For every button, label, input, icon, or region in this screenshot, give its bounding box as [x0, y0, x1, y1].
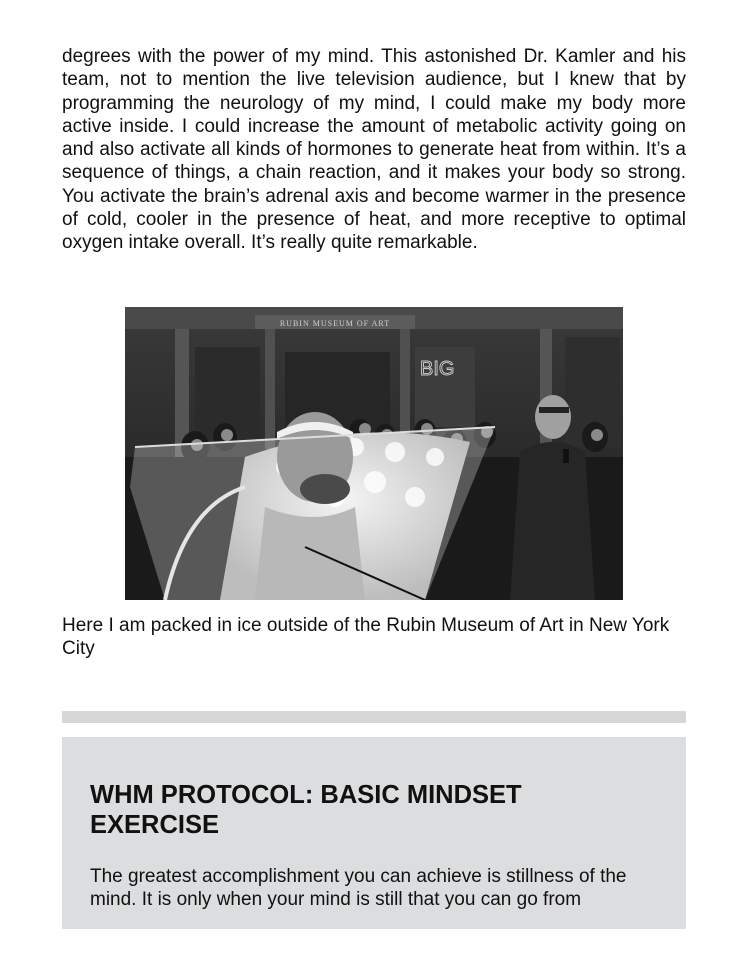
- protocol-title: [90, 780, 650, 840]
- ice-bath-photo: [125, 307, 623, 600]
- window-sign: BIG: [420, 358, 455, 380]
- museum-sign: RUBIN MUSEUM OF ART: [279, 319, 391, 328]
- protocol-title-line2: EXERCISE: [90, 811, 219, 839]
- section-divider: [62, 711, 686, 723]
- body-paragraph: degrees with the power of my mind. This astonished Dr. Kamler and his team, not to mention the live television audience, but I knew that by programming the neurology of my mind, I could make my body more active inside. I could increase the amount of metabolic activity going on and also activate all kinds of hormones to generate heat from within. It’s a sequence of things, a chain reaction, and it makes your body so strong. You activate the brain’s adrenal axis and become warmer in the presence of cold, cooler in the presence of heat, and more receptive to optimal oxygen intake overall. It’s really quite remarkable.: [62, 46, 686, 254]
- protocol-title-line1: WHM PROTOCOL: BASIC MINDSET: [90, 781, 522, 809]
- photo-caption: Here I am packed in ice outside of the Rubin Museum of Art in New York City: [62, 615, 670, 659]
- protocol-text: The greatest accomplishment you can achieve is stillness of the mind. It is only when your mind is still that you can go from: [90, 866, 627, 910]
- protocol-box: [62, 737, 686, 929]
